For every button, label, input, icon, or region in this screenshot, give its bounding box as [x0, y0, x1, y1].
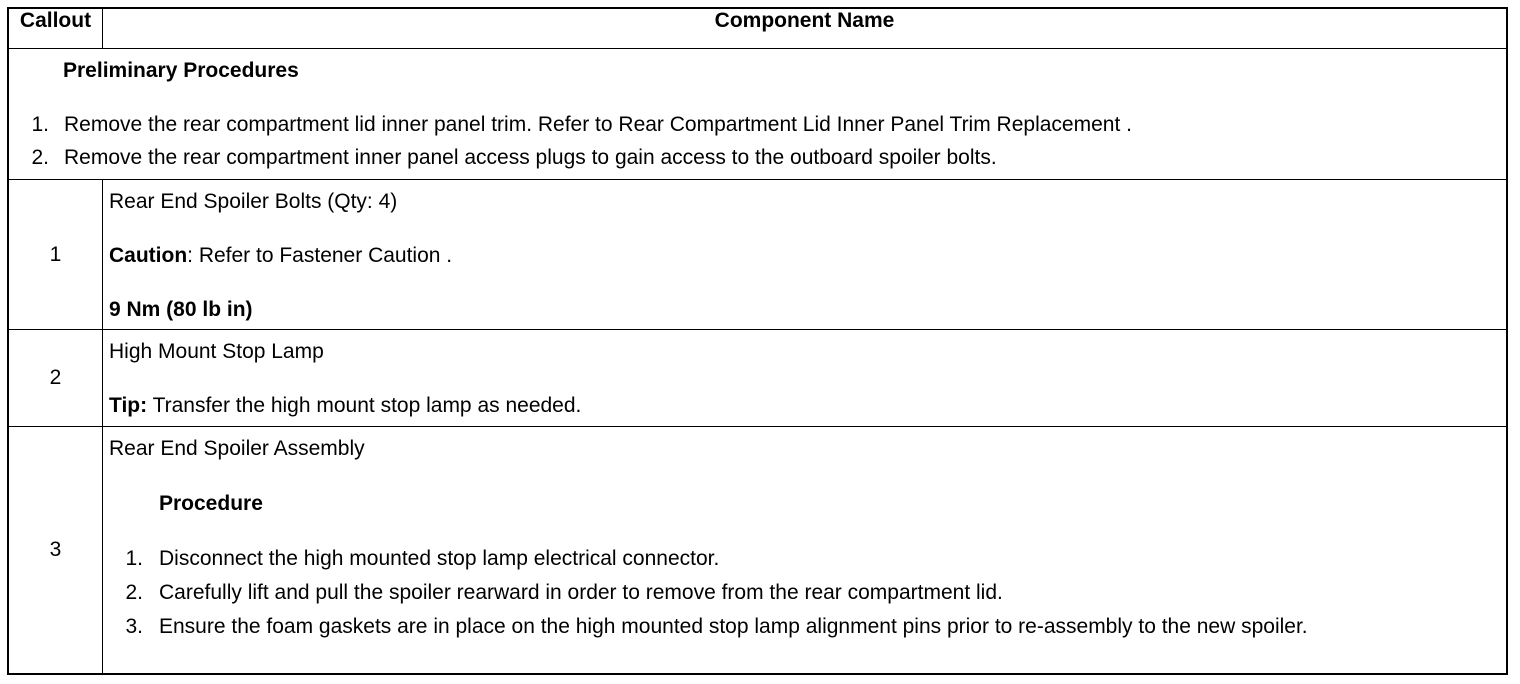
caution-label: Caution: [109, 244, 188, 267]
step-number: 1.: [31, 113, 49, 136]
preliminary-row: [8, 49, 1507, 180]
step-text: Remove the rear compartment inner panel access plugs to gain access to the outboard spoiler bolts.: [64, 146, 997, 169]
header-row: [8, 8, 1507, 49]
tip-text: Transfer the high mount stop lamp as needed.: [147, 394, 582, 417]
table-row: [8, 330, 1507, 427]
caution-line: [109, 244, 1506, 268]
procedure-step: [109, 547, 1506, 581]
procedure-table: [7, 7, 1508, 675]
step-number: 2.: [31, 146, 49, 169]
step-number: 2.: [125, 581, 143, 604]
table-row: [8, 427, 1507, 675]
preliminary-procedures: [8, 49, 1507, 180]
procedure-step: [109, 581, 1506, 615]
table-row: [8, 180, 1507, 330]
step-number: 3.: [125, 615, 143, 638]
step-text: Disconnect the high mounted stop lamp electrical connector.: [159, 547, 720, 570]
component-detail: [103, 427, 1508, 675]
component-detail: [103, 180, 1508, 330]
step-text: Remove the rear compartment lid inner panel trim. Refer to Rear Compartment Lid Inner Panel Trim Replacement .: [64, 113, 1132, 136]
tip-label: Tip:: [109, 394, 148, 417]
step-number: 1.: [125, 547, 143, 570]
callout-number: 3: [8, 427, 103, 675]
procedure-title: Procedure: [159, 492, 263, 515]
component-name: High Mount Stop Lamp: [109, 340, 324, 363]
component-name-header: Component Name: [103, 8, 1508, 49]
procedure-step: [109, 615, 1506, 673]
preliminary-step: [9, 146, 1506, 179]
callout-number: 2: [8, 330, 103, 427]
torque-spec: 9 Nm (80 lb in): [109, 298, 253, 321]
preliminary-title: Preliminary Procedures: [63, 59, 299, 82]
caution-text: : Refer to Fastener Caution .: [187, 244, 453, 267]
step-text: Ensure the foam gaskets are in place on the high mounted stop lamp alignment pins prior to re-assembly to the new spoiler.: [159, 615, 1308, 638]
preliminary-step: [9, 113, 1506, 146]
procedure-steps: [109, 547, 1506, 673]
callout-header: Callout: [8, 8, 103, 49]
tip-line: [109, 394, 1506, 418]
step-text: Carefully lift and pull the spoiler rearward in order to remove from the rear compartment lid.: [159, 581, 1003, 604]
component-name: Rear End Spoiler Bolts (Qty: 4): [109, 190, 398, 213]
callout-number: 1: [8, 180, 103, 330]
component-detail: [103, 330, 1508, 427]
component-name: Rear End Spoiler Assembly: [109, 437, 365, 460]
preliminary-steps: [9, 113, 1506, 179]
